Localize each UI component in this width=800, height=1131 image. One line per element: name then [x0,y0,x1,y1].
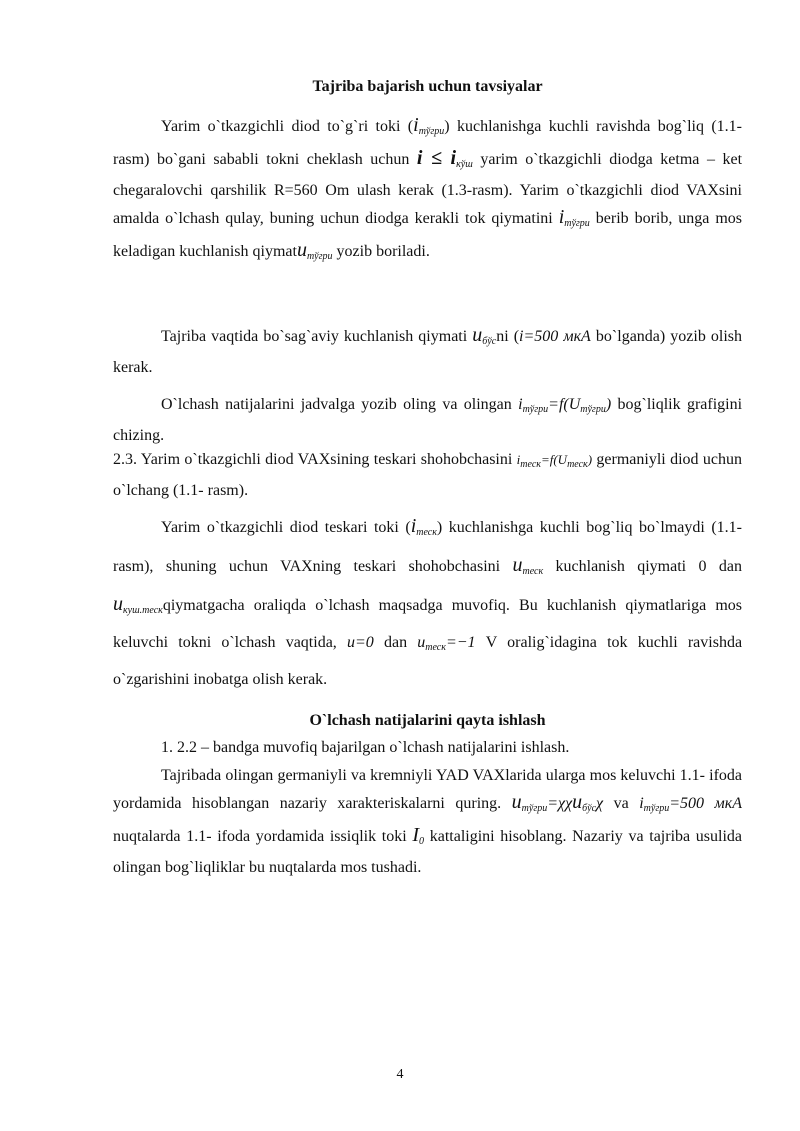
formula-reverse-vax: $i_{теск}=f(U_{теск})$ [516,452,593,470]
page-number: 4 [396,1067,404,1082]
formula-u-allowed-reverse: $u_{куш.теск}$ [113,593,163,616]
paragraph-forward-current: Yarim o`tkazgichli diod to`g`ri toki $(i_{тўгри})$ kuchlanishga kuchli ravishda bog`liq (1.1-rasm) bo`gani sababli tokni cheklash uchun $i \le i_{кўш}$ yarim o`tkazgichli diodga ketma – ket chegaralovchi qarshilik R=560 Om ulash kerak (1.3-rasm). Yarim o`tkazgichli diod VAXsini amalda o`lchash qulay, buning uchun diodga kerakli tok qiymatini $i_{тўгри}$ berib borib, unga mos keladigan kuchlanish qiymatu$_{тўгри}$ yozib boriladi. [113,114,743,262]
formula-u-reverse: $u_{теск}$ [512,554,544,577]
formula-i-reverse: $i_{теск}$ [410,515,437,538]
formula-i-forward-2: $i_{тўгри}$ [558,206,590,229]
paragraph-reverse-current: Yarim o`tkazgichli diod teskari toki $(i_{теск})$ kuchlanishga kuchli bog`liq bo`lmaydi (1.1- rasm), shuning uchun VAXning teskari shohobchasini $u_{теск}$ kuchlanish qiymati 0 dan $u_{куш.теск}qiymatgacha$ oraliqda o`lchash maqsadga muvofiq. Bu kuchlanish qiymatlariga mos keluvchi tokni o`lchash vaqtida, u=0 dan $u_{теск}=-1$ V oralig`idagina tok kuchli ravishda o`zgarishini inobatga olish kerak. [113,515,743,688]
formula-i-forward: $i_{тўгри}$ [413,114,445,137]
formula-u-zero: u=0 [347,634,374,651]
processing-step-1: 1. 2.2 – bandga muvofiq bajarilgan o`lchash natijalarini ishlash. [161,739,570,756]
section-title: Tajriba bajarish uchun tavsiyalar [312,78,543,95]
formula-I0: $I_0$ [412,824,425,847]
paragraph-threshold-voltage: Tajriba vaqtida bo`sag`aviy kuchlanish qiymati $u_{бўс}ni$ (i=500 мкА bo`lganda) yozib olish kerak. [113,324,743,376]
formula-i-forward-500: $i_{тўгри}=500$ мкА [639,795,742,814]
formula-i-le-i-allowed: $i \le i_{кўш}$ [416,147,473,170]
paragraph-record-results: O`lchash natijalarini jadvalga yozib oling va olingan $i_{тўгри}=f(U_{тўгри})$ bog`liqlik grafigini chizing. [113,396,743,444]
formula-u-forward-range: $u_{тўгри}=\chi\chi u_{бўс}\chi$ [511,791,604,814]
formula-forward-vax: $i_{тўгри}=f(U_{тўгри})$ [518,396,612,415]
formula-u-minus-one: $u_{теск}=-1$ [417,634,476,653]
section-title-processing: O`lchash natijalarini qayta ishlash [309,712,546,729]
paragraph-processing: Tajribada olingan germaniyli va kremniyli YAD VAXlarida ularga mos keluvchi 1.1- ifoda yordamida hisoblangan nazariy xarakteriskalarni quring. $u_{тўгри}=\chi\chi u_{бўс}\chi$ va $i_{тўгри}=500$ мкА nuqtalarda 1.1- ifoda yordamida issiqlik toki $I_0$ kattaligini hisoblang. Nazariy va tajriba usulida olingan bog`liqliklar bu nuqtalarda mos tushadi. [113,767,743,876]
formula-i-500: i=500 мкА [519,328,591,345]
formula-u-forward: $u_{тўгри}$ [296,239,333,262]
formula-u-threshold: $u_{бўс}$ [472,324,497,347]
paragraph-section-2-3: 2.3. Yarim o`tkazgichli diod VAXsining teskari shohobchasini $i_{теск}=f(U_{теск})$ germaniyli diod uchun o`lchang (1.1- rasm). [113,451,742,499]
